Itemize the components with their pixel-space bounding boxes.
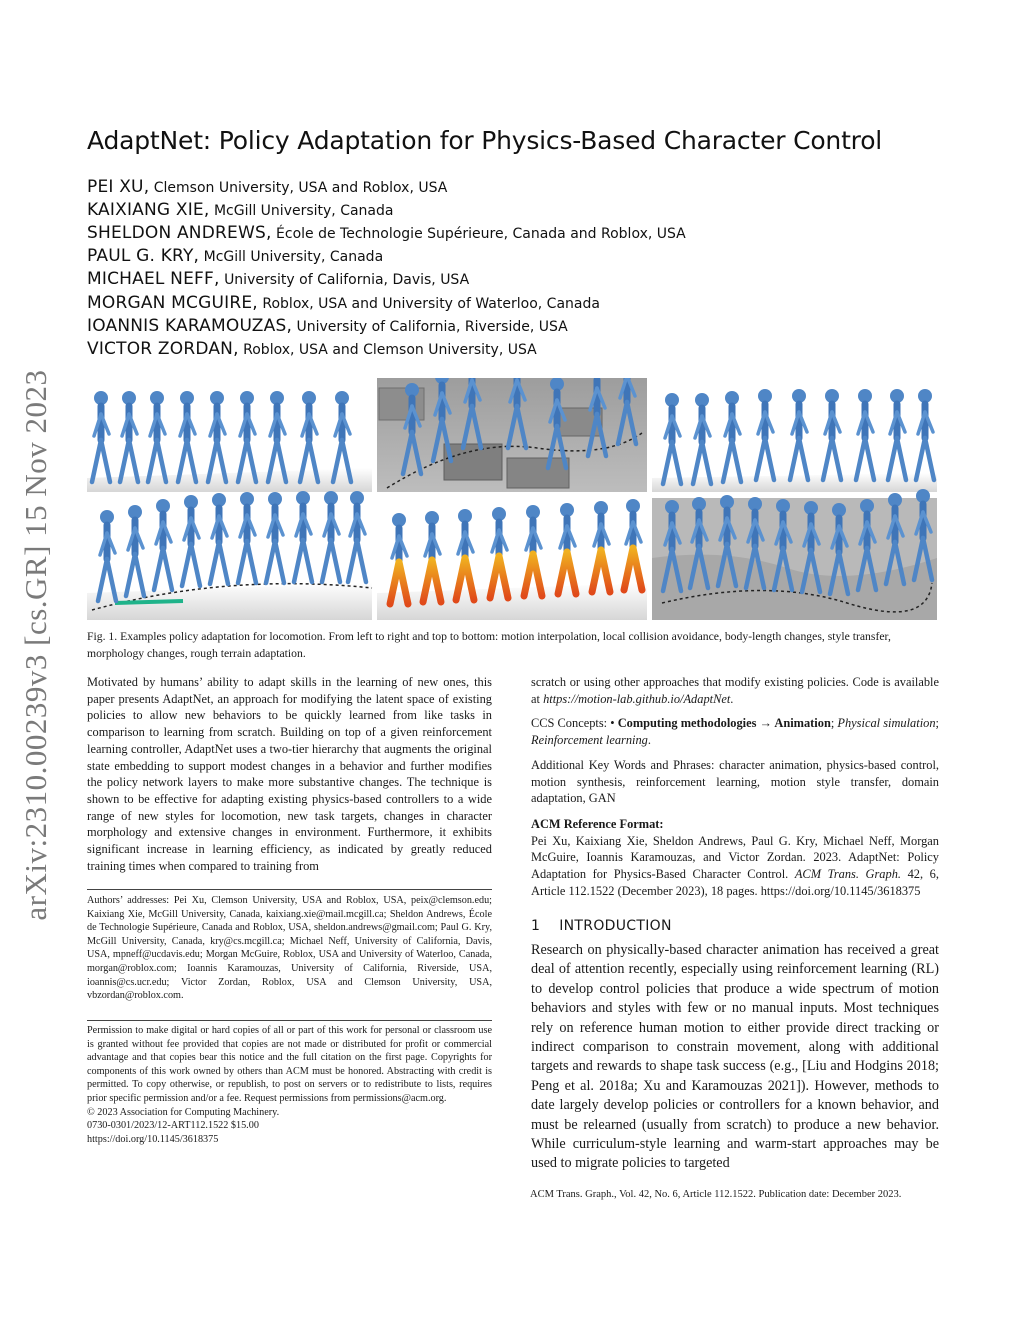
panel-rough-terrain bbox=[652, 489, 937, 620]
abstract: Motivated by humans’ ability to adapt skills in the learning of new ones, this paper presents AdaptNet, an approach for modifying the latent space of existing policies to allow new behaviors to be quickly learned from like tasks in comparison to learning from scratch. Building on top of a given reinforcement learning controller, AdaptNet uses a two-tier hierarchy that augments the original state embedding to support modest changes in a behavior and further modifies the policy network layers to make more substantive changes. The technique is shown to be effective for adapting existing physics-based controllers to a wide range of new styles for locomotion, new task targets, changes in character morphology and extensive changes in environment. Furthermore, it exhibits significant increase in learning efficiency, as indicated by greatly reduced training times when compared to training from bbox=[87, 675, 492, 873]
page-footer: ACM Trans. Graph., Vol. 42, No. 6, Article 112.1522. Publication date: December 2023. bbox=[530, 1189, 902, 1200]
keywords: Additional Key Words and Phrases: character animation, physics-based control, motion synthesis, reinforcement learning, motion style transfer, domain adaptation, GAN bbox=[531, 758, 939, 806]
issn: 0730-0301/2023/12-ART112.1522 $15.00 bbox=[87, 1120, 259, 1132]
author-line: PEI XU, Clemson University, USA and Roblox, USA bbox=[87, 177, 448, 197]
permission-text: Permission to make digital or hard copies of all or part of this work for personal or classroom use is granted without fee provided that copies are not made or distributed for profit or commercial advantage and that copies bear this notice and the full citation on the first page. Copyrights for components of this work owned by others than ACM must be honored. Abstracting with credit is permitted. To copy otherwise, or republish, to post on servers or to redistribute to lists, requires prior specific permission and/or a fee. Request permissions from permissions@acm.org. bbox=[87, 1025, 492, 1104]
acm-reference: ACM Reference Format: Pei Xu, Kaixiang Xie, Sheldon Andrews, Paul G. Kry, Michael Neff, Morgan McGuire, Ioannis Karamouzas, and Victor Zordan. 2023. AdaptNet: Policy Adaptation for Physics-Based Character Control. ACM Trans. Graph. 42, 6, Article 112.1522 (December 2023), 18 pages. https://doi.org/10.1145/3618375 bbox=[531, 817, 939, 898]
panel-collision-avoidance bbox=[377, 378, 647, 492]
copyright: © 2023 Association for Computing Machinery. bbox=[87, 1106, 280, 1118]
author-line: MICHAEL NEFF, University of California, Davis, USA bbox=[87, 269, 470, 289]
ccs-concepts: CCS Concepts: • Computing methodologies → Animation; Physical simulation; Reinforcement learning. bbox=[531, 716, 939, 747]
arxiv-id: arXiv:2310.00239v3 [cs.GR] 15 Nov 2023 bbox=[18, 369, 53, 921]
abstract-continued: scratch or using other approaches that modify existing policies. Code is available at https://motion-lab.github.io/AdaptNet. bbox=[531, 675, 939, 706]
figure-caption: Fig. 1. Examples policy adaptation for locomotion. From left to right and top to bottom: motion interpolation, local collision avoidance, body-length changes, style transfer, morphology changes, rough terrain adaptation. bbox=[87, 630, 891, 660]
panel-morphology-changes bbox=[377, 498, 647, 620]
figure-1 bbox=[87, 378, 937, 620]
arxiv-stamp bbox=[6, 345, 66, 945]
figure-1-image bbox=[87, 378, 937, 620]
panel-body-length-changes bbox=[652, 378, 937, 492]
permission-notice bbox=[87, 1024, 492, 1146]
acm-ref-heading: ACM Reference Format: bbox=[531, 817, 664, 831]
paper-title: AdaptNet: Policy Adaptation for Physics-Based Character Control bbox=[87, 126, 883, 155]
code-link[interactable]: https://motion-lab.github.io/AdaptNet bbox=[543, 691, 731, 706]
panel-motion-interpolation bbox=[87, 378, 372, 492]
author-line: VICTOR ZORDAN, Roblox, USA and Clemson University, USA bbox=[87, 339, 537, 359]
author-line: SHELDON ANDREWS, École de Technologie Supérieure, Canada and Roblox, USA bbox=[87, 223, 686, 243]
author-line: KAIXIANG XIE, McGill University, Canada bbox=[87, 200, 394, 220]
author-line: IOANNIS KARAMOUZAS, University of California, Riverside, USA bbox=[87, 316, 568, 336]
divider bbox=[87, 889, 492, 890]
author-line: PAUL G. KRY, McGill University, Canada bbox=[87, 246, 384, 266]
divider bbox=[87, 1020, 492, 1021]
section-heading: 1 INTRODUCTION bbox=[531, 918, 672, 934]
authors-addresses: Authors’ addresses: Pei Xu, Clemson University, USA and Roblox, USA, peix@clemson.edu; Kaixiang Xie, McGill University, Canada, kaixiang.xie@mail.mcgill.ca; Sheldon Andrews, École de Technologie Supérieure, Canada and Roblox, USA, sheldon.andrews@gmail.com; Paul G. Kry, McGill University, Canada, kry@cs.mcgill.ca; Michael Neff, University of California, Davis, USA, mpneff@ucdavis.edu; Morgan McGuire, Roblox, USA and University of Waterloo, Canada, morgan@roblox.com; Ioannis Karamouzas, University of California, Riverside, USA, ioannis@cs.ucr.edu; Victor Zordan, Roblox, USA and Clemson University, USA, vbzordan@roblox.com. bbox=[87, 895, 492, 1002]
intro-text: Research on physically-based character animation has received a great deal of attention recently, especially using reinforcement learning (RL) to develop control policies that produce a wide spectrum of motion behaviors and styles with few or no manual inputs. Most techniques rely on reference human motion to either provide direct tracking or indirect comparison to constrain movement, along with additional targets and rewards to shape task success (e.g., [Liu and Hodgins 2018; Peng et al. 2018a; Xu and Karamouzas 2021]). However, methods to date largely develop policies or controllers for a known behavior, and must be relearned (usually from scratch) to produce a new behavior. While curriculum-style learning and warm-start approaches may be used to migrate policies to targeted bbox=[531, 942, 939, 1172]
author-line: MORGAN MCGUIRE, Roblox, USA and University of Waterloo, Canada bbox=[87, 293, 600, 313]
doi: https://doi.org/10.1145/3618375 bbox=[87, 1133, 219, 1145]
panel-style-transfer bbox=[87, 491, 372, 620]
